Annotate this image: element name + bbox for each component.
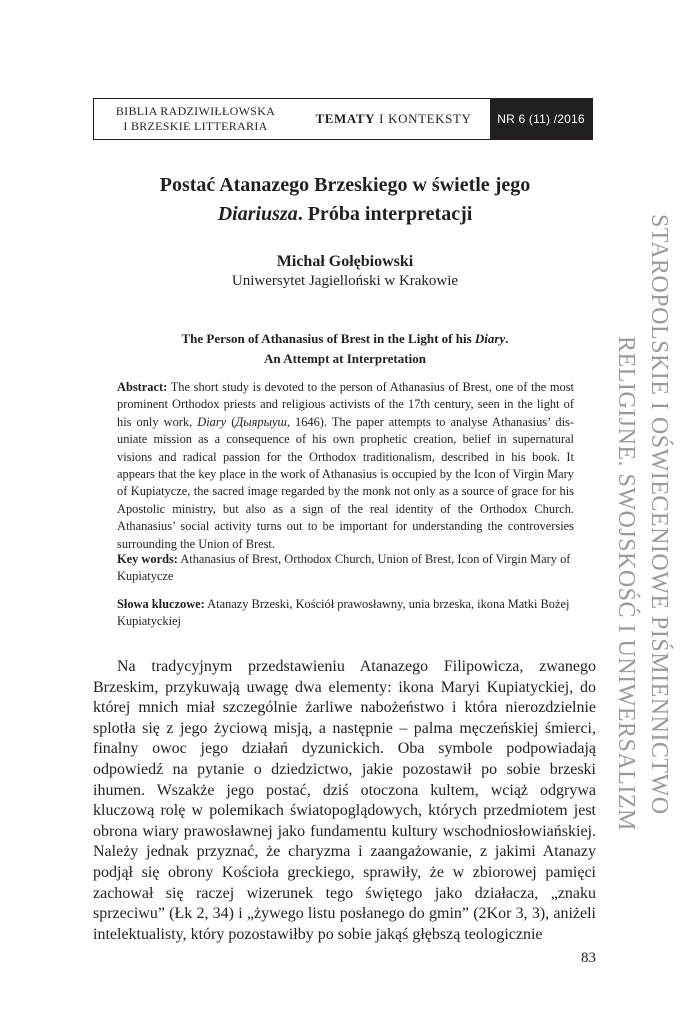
slowa-kluczowe-text: Atanazy Brzeski, Kościół prawosławny, unia brzeska, ikona Matki Bożej Kupiatyckiej — [117, 597, 570, 629]
english-title-line1 — [90, 329, 600, 349]
slowa-kluczowe-label: Słowa kluczowe: — [117, 597, 205, 611]
journal-name-line1: BIBLIA RADZIWIŁŁOWSKA — [115, 104, 276, 118]
abstract-diary-cyrillic: Дыярыуш — [235, 414, 287, 429]
author-name: Michał Gołębiowski — [276, 253, 414, 270]
keywords — [117, 551, 574, 586]
section-separator: I — [379, 111, 385, 126]
author-affiliation: Uniwersytet Jagielloński w Krakowie — [231, 273, 459, 289]
keywords-text: Athanasius of Brest, Orthodox Church, Union of Brest, Icon of Virgin Mary of Kupiatycze — [117, 552, 571, 584]
english-title-line2: An Attempt at Interpretation — [264, 351, 426, 366]
side-text-line1: STAROPOLSKIE I OŚWIECENIOWE PIŚMIENNICTWO — [646, 214, 672, 815]
english-title-end: . — [505, 331, 509, 346]
english-title-italic: Diary — [474, 331, 506, 346]
abstract — [117, 379, 574, 553]
section-name — [297, 99, 490, 139]
english-title — [90, 329, 600, 369]
abstract-diary-italic: Diary — [197, 414, 227, 429]
title-italic: Diariusza — [217, 203, 298, 225]
title-line1: Postać Atanazego Brzeskiego w świetle jego — [159, 174, 531, 196]
title-line2 — [60, 200, 630, 229]
body-text — [93, 657, 596, 945]
section-name-bold: TEMATY — [315, 111, 376, 126]
abstract-text-2: , 1646). The paper attempts to analyse Athanasius’ dis-uniate mission as a consequence of his own prophetic creation, belief in supernatural visions and radical passion for the Orthodox traditionalism, described in his book. It appears that the key place in the work of Athanasius is occupied by the Icon of Virgin Mary of Kupiatycze, the sacred image regarded by the monk not only as a source of grace for his Apostolic ministry, but also as a sign of the real identity of the Orthodox Church. Athanasius’ social activity turns out to be important for understanding the controversies surrounding the Union of Brest. — [117, 414, 574, 551]
page-number: 83 — [581, 950, 596, 966]
body-paragraph: Na tradycyjnym przedstawieniu Atanazego Filipowicza, zwanego Brzeskim, przykuwają uwagę dwa elementy: ikona Maryi Kupiatyckiej, do której mnich miał szczególnie żarliwe nabożeństwo i która nierozdzielnie splotła się z jego życiową misją, a następnie – palma męczeńskiej śmierci, finalny owoc jego działań dyzunickich. Oba symbole podpowiadają odpowiedź na pytanie o dziedzictwo, jakie pozostawił po sobie brzeski ihumen. Wszakże jego postać, dziś otoczona kultem, wciąż odgrywa kluczową rolę w polemikach światopoglądowych, których przedmiotem jest obrona wiary prawosławnej jako fundamentu kultury wschodniosłowiańskiej. Należy jednak przyznać, że charyzma i zaangażowanie, z jakimi Atanazy podjął się obrony Kościoła greckiego, sprawiły, że w zbiorowej pamięci zachował się raczej wizerunek tego świętego jako działacza, „znaku sprzeciwu” (Łk 2, 34) i „żywego listu posłanego do gmin” (2Kor 3, 3), aniżeli intelektualisty, który pozostawiłby po sobie jakąś głębszą teologicznie — [93, 658, 596, 943]
abstract-label: Abstract: — [117, 380, 168, 394]
english-title-start: The Person of Athanasius of Brest in the Light of his — [181, 331, 475, 346]
journal-name-line2: I BRZESKIE LITTERARIA — [123, 119, 268, 133]
side-text-line2: RELIGIJNE. SWOJSKOŚĆ I UNIWERSALIZM — [613, 336, 639, 831]
journal-header — [93, 98, 593, 140]
slowa-kluczowe — [117, 596, 574, 631]
abstract-paren: ( — [226, 414, 236, 429]
keywords-label: Key words: — [117, 552, 178, 566]
issue-number: NR 6 (11) /2016 — [490, 99, 592, 139]
title-line2-rest: . Próba interpretacji — [297, 203, 473, 225]
journal-name — [94, 99, 297, 139]
article-title — [60, 171, 630, 229]
abstract-text-1: The short study is devoted to the person of Athanasius of Brest, one of the most prominent Orthodox priests and religious activists of the 17th century, seen in the light of his only work, — [117, 380, 574, 429]
section-name-rest: KONTEKSTY — [388, 111, 472, 126]
